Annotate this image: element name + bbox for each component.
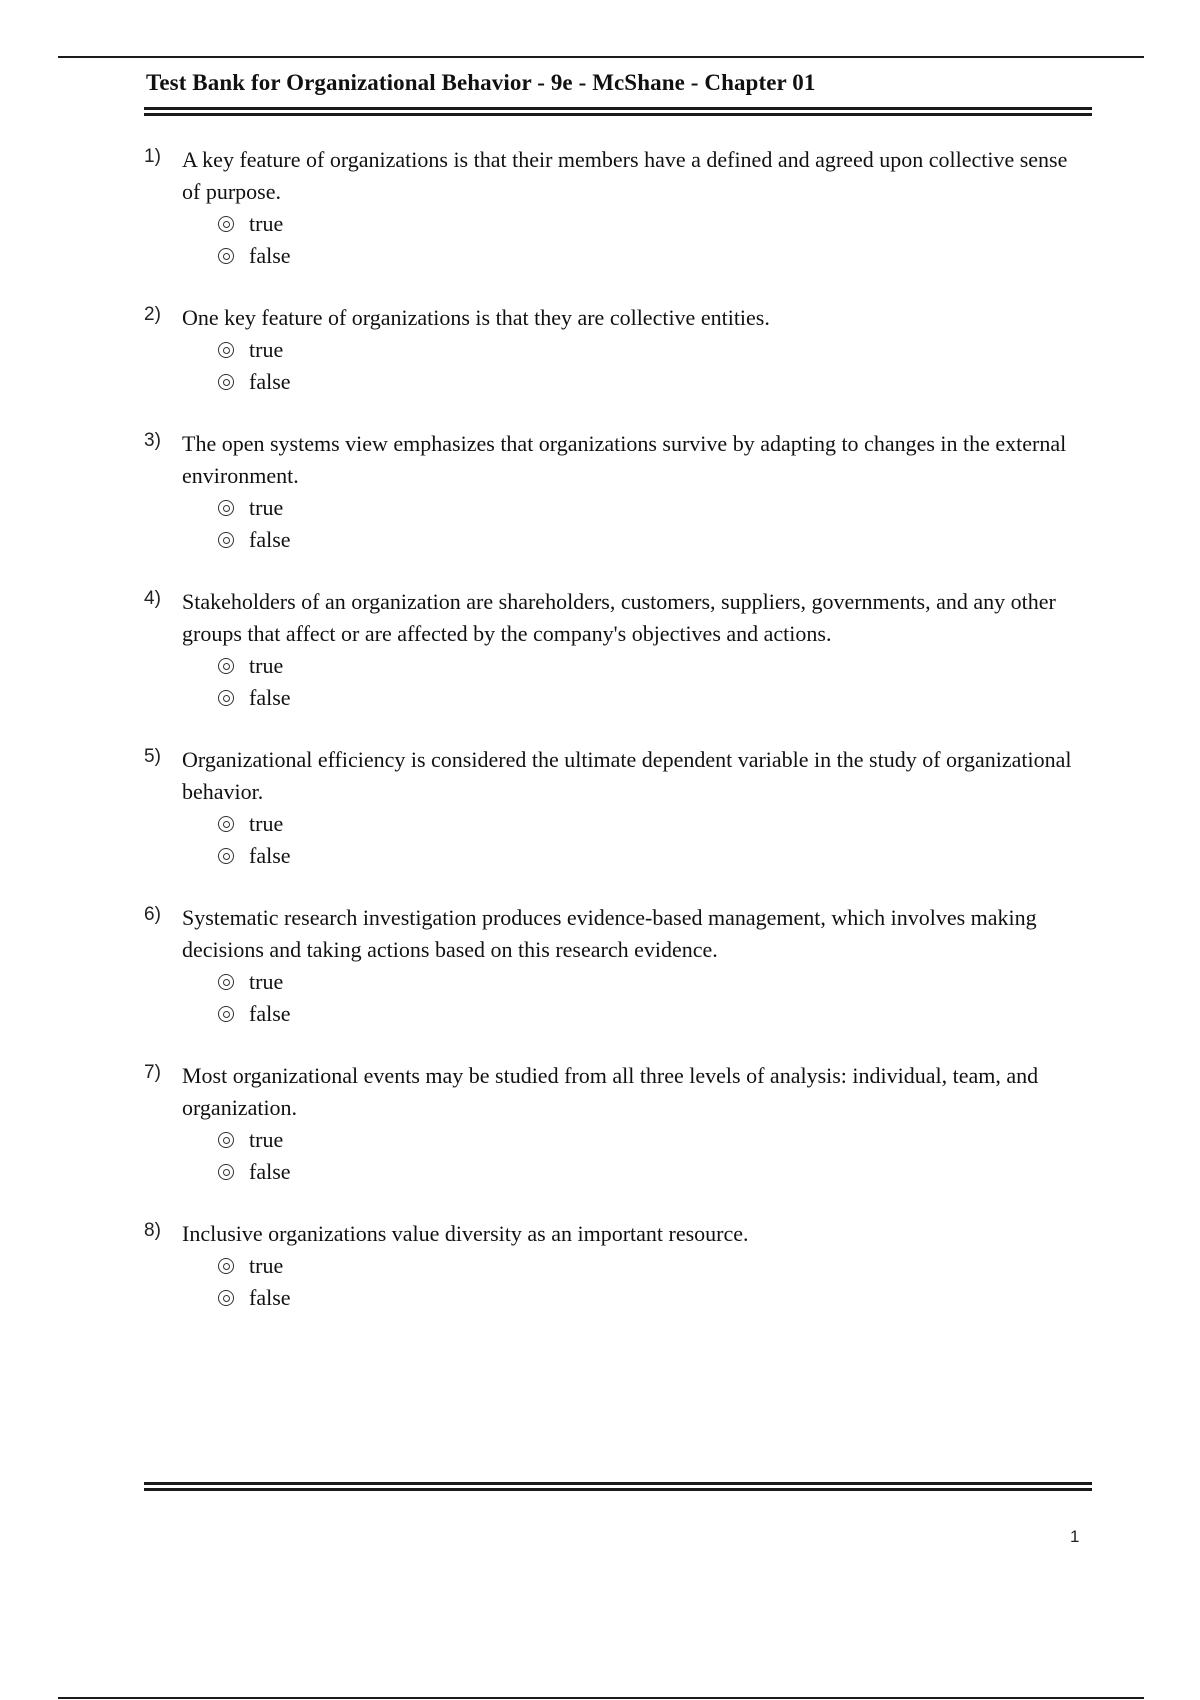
option-true[interactable] <box>218 966 1092 998</box>
option-label: true <box>249 811 284 836</box>
question-number: 7) <box>144 1062 161 1083</box>
question-text: Inclusive organizations value diversity as an important resource. <box>182 1221 749 1246</box>
option-label: true <box>249 653 284 678</box>
question-text: One key feature of organizations is that they are collective entities. <box>182 305 770 330</box>
option-false[interactable] <box>218 682 1092 714</box>
radio-icon[interactable] <box>218 500 234 516</box>
question-text: Organizational efficiency is considered the ultimate dependent variable in the study of organizational behavior. <box>182 747 1072 804</box>
answer-options <box>218 1124 1092 1188</box>
question-list <box>144 144 1092 1344</box>
question-text: The open systems view emphasizes that organizations survive by adapting to changes in the external environment. <box>182 431 1067 488</box>
option-label: false <box>249 1159 291 1184</box>
question-number: 1) <box>144 146 161 167</box>
option-false[interactable] <box>218 524 1092 556</box>
radio-icon[interactable] <box>218 342 234 358</box>
radio-icon[interactable] <box>218 848 234 864</box>
option-label: false <box>249 527 291 552</box>
option-label: true <box>249 1253 284 1278</box>
question-4 <box>144 586 1092 714</box>
option-true[interactable] <box>218 334 1092 366</box>
option-false[interactable] <box>218 1156 1092 1188</box>
option-false[interactable] <box>218 998 1092 1030</box>
answer-options <box>218 334 1092 398</box>
question-text: Most organizational events may be studied from all three levels of analysis: individual, team, and organization. <box>182 1063 1039 1120</box>
bottom-edge-rule <box>58 1697 1144 1699</box>
footer-double-rule <box>144 1482 1092 1491</box>
radio-icon[interactable] <box>218 658 234 674</box>
answer-options <box>218 650 1092 714</box>
option-label: true <box>249 495 284 520</box>
radio-icon[interactable] <box>218 690 234 706</box>
option-true[interactable] <box>218 808 1092 840</box>
top-edge-rule <box>58 56 1144 58</box>
option-label: false <box>249 1285 291 1310</box>
question-7 <box>144 1060 1092 1188</box>
question-number: 5) <box>144 746 161 767</box>
option-label: false <box>249 369 291 394</box>
question-number: 8) <box>144 1220 161 1241</box>
page-title: Test Bank for Organizational Behavior - 9e - McShane - Chapter 01 <box>146 70 816 95</box>
option-label: true <box>249 1127 284 1152</box>
question-3 <box>144 428 1092 556</box>
option-label: false <box>249 243 291 268</box>
question-text: Stakeholders of an organization are shareholders, customers, suppliers, governments, and any other groups that affect or are affected by the company's objectives and actions. <box>182 589 1056 646</box>
answer-options <box>218 808 1092 872</box>
question-8 <box>144 1218 1092 1314</box>
radio-icon[interactable] <box>218 1006 234 1022</box>
question-number: 2) <box>144 304 161 325</box>
option-label: true <box>249 337 284 362</box>
radio-icon[interactable] <box>218 816 234 832</box>
answer-options <box>218 1250 1092 1314</box>
option-false[interactable] <box>218 240 1092 272</box>
question-5 <box>144 744 1092 872</box>
radio-icon[interactable] <box>218 248 234 264</box>
answer-options <box>218 966 1092 1030</box>
answer-options <box>218 492 1092 556</box>
option-true[interactable] <box>218 1124 1092 1156</box>
question-2 <box>144 302 1092 398</box>
radio-icon[interactable] <box>218 1132 234 1148</box>
radio-icon[interactable] <box>218 1164 234 1180</box>
option-false[interactable] <box>218 366 1092 398</box>
option-label: false <box>249 843 291 868</box>
question-1 <box>144 144 1092 272</box>
radio-icon[interactable] <box>218 1290 234 1306</box>
option-label: true <box>249 211 284 236</box>
option-true[interactable] <box>218 650 1092 682</box>
radio-icon[interactable] <box>218 1258 234 1274</box>
option-true[interactable] <box>218 208 1092 240</box>
option-label: false <box>249 1001 291 1026</box>
question-text: A key feature of organizations is that their members have a defined and agreed upon collective sense of purpose. <box>182 147 1068 204</box>
question-number: 4) <box>144 588 161 609</box>
option-true[interactable] <box>218 1250 1092 1282</box>
radio-icon[interactable] <box>218 374 234 390</box>
radio-icon[interactable] <box>218 216 234 232</box>
answer-options <box>218 208 1092 272</box>
option-label: true <box>249 969 284 994</box>
radio-icon[interactable] <box>218 974 234 990</box>
question-number: 3) <box>144 430 161 451</box>
question-6 <box>144 902 1092 1030</box>
option-false[interactable] <box>218 1282 1092 1314</box>
header-double-rule <box>144 107 1092 116</box>
option-true[interactable] <box>218 492 1092 524</box>
question-text: Systematic research investigation produces evidence-based management, which involves making decisions and taking actions based on this research evidence. <box>182 905 1037 962</box>
option-label: false <box>249 685 291 710</box>
question-number: 6) <box>144 904 161 925</box>
radio-icon[interactable] <box>218 532 234 548</box>
page-number: 1 <box>1070 1527 1080 1546</box>
option-false[interactable] <box>218 840 1092 872</box>
